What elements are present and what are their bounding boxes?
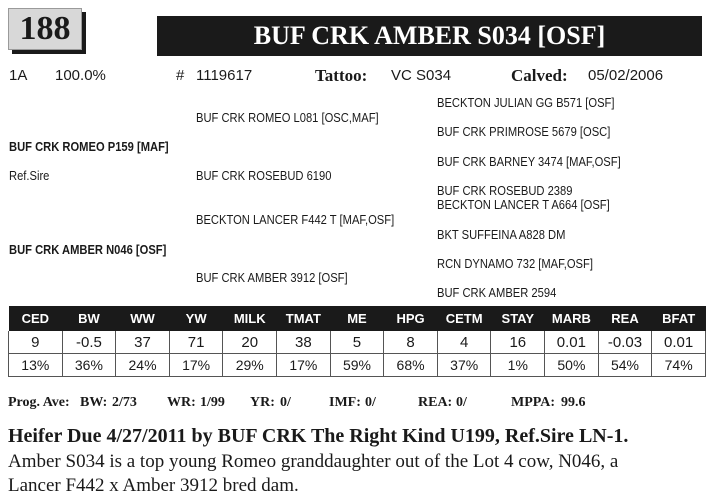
epd-percentile-row bbox=[9, 354, 706, 377]
dam-sire: BECKTON LANCER F442 T [MAF,OSF] bbox=[196, 212, 395, 227]
epd-percentile: 1% bbox=[491, 354, 545, 377]
description-line: Amber S034 is a top young Romeo granddaughter out of the Lot 4 cow, N046, a bbox=[8, 451, 619, 472]
progeny-mppa-label: MPPA: bbox=[511, 395, 556, 410]
epd-header: HPG bbox=[384, 306, 438, 331]
epd-percentile: 13% bbox=[9, 354, 63, 377]
progeny-bw-label: BW: bbox=[80, 395, 108, 410]
epd-percentile: 50% bbox=[545, 354, 599, 377]
epd-value: 71 bbox=[169, 331, 223, 354]
sire-sire-sire: BECKTON JULIAN GG B571 [OSF] bbox=[437, 95, 615, 110]
epd-table bbox=[8, 306, 706, 377]
progeny-wr: 1/99 bbox=[200, 395, 225, 410]
grade: 1A bbox=[9, 67, 28, 84]
description-line: Lancer F442 x Amber 3912 bred dam. bbox=[8, 475, 299, 496]
reg-number: 1119617 bbox=[196, 67, 253, 84]
epd-header: ME bbox=[330, 306, 384, 331]
epd-header: BFAT bbox=[652, 306, 706, 331]
epd-value: -0.5 bbox=[62, 331, 116, 354]
dam-sire-dam: BKT SUFFEINA A828 DM bbox=[437, 227, 566, 242]
epd-percentile: 24% bbox=[116, 354, 170, 377]
epd-value: 9 bbox=[9, 331, 63, 354]
epd-value: 8 bbox=[384, 331, 438, 354]
epd-percentile: 17% bbox=[169, 354, 223, 377]
reg-prefix: # bbox=[176, 67, 185, 84]
dam-dam: BUF CRK AMBER 3912 [OSF] bbox=[196, 270, 348, 285]
progeny-rea: 0/ bbox=[456, 395, 467, 410]
progeny-imf-label: IMF: bbox=[329, 395, 361, 410]
tattoo-label: Tattoo: bbox=[315, 66, 368, 85]
epd-percentile: 36% bbox=[62, 354, 116, 377]
epd-header: CETM bbox=[437, 306, 491, 331]
progeny-bw: 2/73 bbox=[112, 395, 137, 410]
calved-label: Calved: bbox=[511, 66, 568, 85]
epd-value: 37 bbox=[116, 331, 170, 354]
epd-value: 0.01 bbox=[652, 331, 706, 354]
epd-header: YW bbox=[169, 306, 223, 331]
epd-header: TMAT bbox=[277, 306, 331, 331]
epd-header: REA bbox=[598, 306, 652, 331]
sire-dam: BUF CRK ROSEBUD 6190 bbox=[196, 168, 332, 183]
epd-percentile: 54% bbox=[598, 354, 652, 377]
epd-header: BW bbox=[62, 306, 116, 331]
epd-value: 16 bbox=[491, 331, 545, 354]
progeny-rea-label: REA: bbox=[418, 395, 453, 410]
epd-values-row bbox=[9, 331, 706, 354]
breeding-footnote: Heifer Due 4/27/2011 by BUF CRK The Right Kind U199, Ref.Sire LN-1. bbox=[8, 425, 629, 447]
epd-percentile: 74% bbox=[652, 354, 706, 377]
dam-dam-dam: BUF CRK AMBER 2594 bbox=[437, 285, 557, 300]
epd-header: MILK bbox=[223, 306, 277, 331]
epd-value: 38 bbox=[277, 331, 331, 354]
epd-header-row bbox=[9, 306, 706, 331]
sire: BUF CRK ROMEO P159 [MAF] bbox=[9, 139, 169, 154]
epd-value: 20 bbox=[223, 331, 277, 354]
epd-value: -0.03 bbox=[598, 331, 652, 354]
epd-header: WW bbox=[116, 306, 170, 331]
epd-value: 5 bbox=[330, 331, 384, 354]
sire-dam-dam: BUF CRK ROSEBUD 2389 bbox=[437, 183, 573, 198]
epd-value: 0.01 bbox=[545, 331, 599, 354]
progeny-mppa: 99.6 bbox=[561, 395, 586, 410]
epd-header: STAY bbox=[491, 306, 545, 331]
epd-header: CED bbox=[9, 306, 63, 331]
sire-sire-dam: BUF CRK PRIMROSE 5679 [OSC] bbox=[437, 124, 611, 139]
percent: 100.0% bbox=[55, 67, 106, 84]
dam-sire-sire: BECKTON LANCER T A664 [OSF] bbox=[437, 197, 610, 212]
progeny-yr: 0/ bbox=[280, 395, 291, 410]
dam: BUF CRK AMBER N046 [OSF] bbox=[9, 242, 167, 257]
animal-title: BUF CRK AMBER S034 [OSF] bbox=[157, 16, 702, 56]
sire-dam-sire: BUF CRK BARNEY 3474 [MAF,OSF] bbox=[437, 154, 621, 169]
sire-sire: BUF CRK ROMEO L081 [OSC,MAF] bbox=[196, 110, 379, 125]
epd-percentile: 59% bbox=[330, 354, 384, 377]
epd-percentile: 29% bbox=[223, 354, 277, 377]
epd-percentile: 37% bbox=[437, 354, 491, 377]
progeny-yr-label: YR: bbox=[250, 395, 275, 410]
sire-note: Ref.Sire bbox=[9, 168, 50, 183]
epd-value: 4 bbox=[437, 331, 491, 354]
dam-dam-sire: RCN DYNAMO 732 [MAF,OSF] bbox=[437, 256, 593, 271]
epd-header: MARB bbox=[545, 306, 599, 331]
calved-value: 05/02/2006 bbox=[588, 67, 664, 84]
lot-number: 188 bbox=[8, 8, 82, 50]
progeny-label: Prog. Ave: bbox=[8, 395, 70, 410]
progeny-imf: 0/ bbox=[365, 395, 376, 410]
epd-percentile: 17% bbox=[277, 354, 331, 377]
progeny-wr-label: WR: bbox=[167, 395, 196, 410]
tattoo-value: VC S034 bbox=[391, 67, 452, 84]
epd-percentile: 68% bbox=[384, 354, 438, 377]
